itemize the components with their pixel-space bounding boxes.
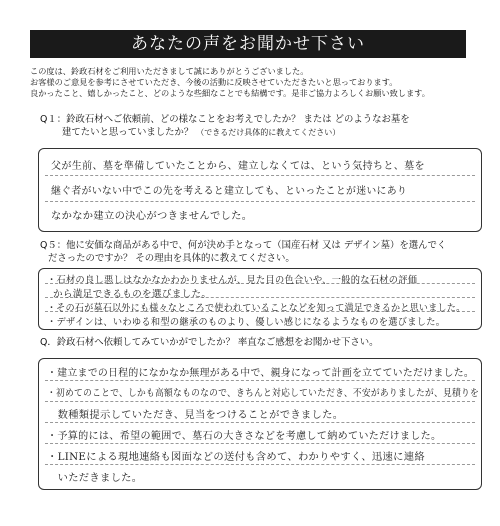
question-last-line1: Q．鈴政石材へ依頼してみていかがでしたか？ 率直なご感想をお聞かせ下さい。 — [40, 337, 379, 348]
answer-5-box — [38, 268, 482, 330]
answer-5-line: ・デザインは、いわゆる和型の継承のものより、優しい感じになるようなものを選びました。 — [47, 317, 446, 328]
answer-5-line: ・その石が墓石以外にも様々なところで使われていることなどを知って満足できるかと思いました。 — [47, 303, 466, 314]
answer-1-line: 継ぐ者がいない中でこの先を考えると建立しても、といったことが迷いにあり — [51, 185, 408, 197]
intro-line: 良かったこと、嬉しかったこと、どのような些細なことでも結構です。是非ご協力よろしくお願い致します。 — [30, 88, 430, 98]
answer-5-line: から満足できるものを選びました。 — [53, 289, 212, 300]
question-last — [40, 337, 379, 350]
answer-last-line: いただきました。 — [47, 472, 143, 484]
page-title: あなたの声をお聞かせ下さい — [30, 30, 466, 58]
answer-1-line: なかなか建立の決心がつきませんでした。 — [51, 210, 253, 222]
answer-last-line: ・建立までの日程的になかなか無理がある中で、親身になって計画を立てていただけました。 — [47, 367, 475, 379]
question-1-line2 — [40, 127, 410, 140]
question-5 — [40, 240, 446, 265]
question-1-line2-text: 建てたいと思っていましたか？ — [62, 126, 194, 138]
answer-5-line: ・石材の良し悪しはなかなかわかりませんが、見た目の色合いや、一般的な石材の評価 — [47, 275, 418, 286]
question-5-line2: ださったのですか？ その理由を具体的に教えてください。 — [48, 252, 295, 264]
question-1-line1: Q１：鈴政石材へご依頼前、どの様なことをお考えでしたか？ または どのようなお墓を — [40, 114, 410, 125]
answer-last-line: ・初めてのことで、しかも高額なものなので、きちんと対応していただき、不安がありましたが、見積りを — [47, 388, 480, 399]
answer-1-line: 父が生前、墓を準備していたことから、建立しなくては、という気持ちと、墓を — [51, 160, 425, 172]
question-5-line1: Q５：他に安価な商品がある中で、何が決め手となって（国産石材 又は デザイン墓）を選んでく — [40, 240, 447, 251]
intro-line: お客様のご意見を参考にさせていただき、今後の活動に反映させていただきたいと思っております。 — [30, 77, 398, 87]
answer-last-line: ・LINEによる現地連絡も図面などの送付も含めて、わかりやすく、迅速に連絡 — [47, 451, 425, 463]
answer-last-line: ・予算的には、希望の範囲で、墓石の大きさなどを考慮して納めていただけました。 — [47, 430, 442, 442]
intro-line: この度は、鈴政石材をご利用いただきまして誠にありがとうございました。 — [30, 66, 309, 76]
intro-text — [30, 66, 470, 99]
question-1-note: （できるだけ具体的に教えてください） — [196, 127, 341, 137]
answer-last-line: 数種類提示していただき、見当をつけることができました。 — [47, 409, 344, 421]
answer-1-box — [38, 148, 482, 232]
answer-last-box — [38, 358, 482, 490]
question-1 — [40, 114, 410, 139]
